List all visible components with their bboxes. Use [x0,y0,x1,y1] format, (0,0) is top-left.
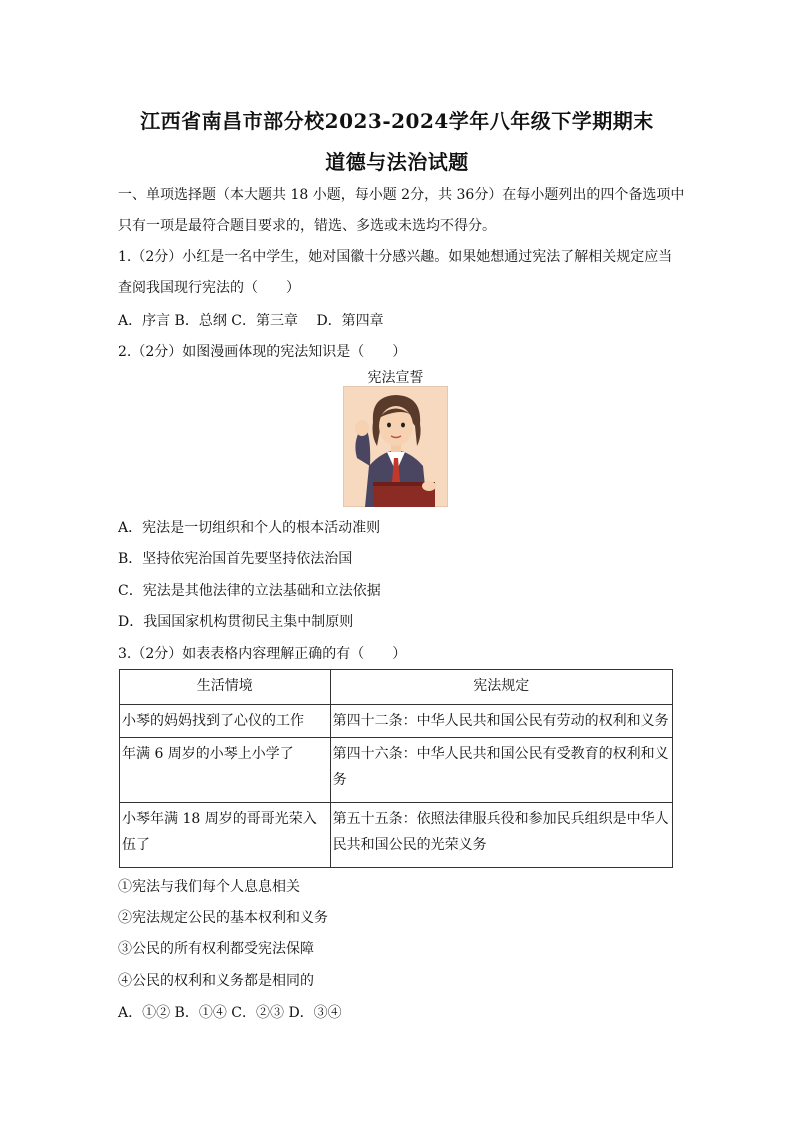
exam-title-line1: 江西省南昌市部分校2023-2024学年八年级下学期期末 [140,109,654,133]
table-header-cell: 宪法规定 [330,670,672,705]
table-row [120,705,673,738]
q3-stem: 3.（2分）如表表格内容理解正确的有（ ） [118,646,407,662]
table-cell: 小琴年满 18 周岁的哥哥光荣入伍了 [120,803,331,868]
table-header-cell: 生活情境 [120,670,331,705]
table-row [120,803,673,868]
table-cell: 第五十五条：依照法律服兵役和参加民兵组织是中华人民共和国公民的光荣义务 [330,803,672,868]
table-cell: 小琴的妈妈找到了心仪的工作 [120,705,331,738]
q2-option-c: C．宪法是其他法律的立法基础和立法依据 [118,583,381,599]
q3-table [119,669,673,868]
q2-image-caption: 宪法宣誓 [367,370,424,386]
q3-item-2: ②宪法规定公民的基本权利和义务 [118,910,328,926]
q3-item-3: ③公民的所有权利都受宪法保障 [118,941,314,957]
q3-options: A．①② B．①④ C．②③ D．③④ [118,1005,342,1021]
table-row [120,738,673,803]
table-header-row [120,670,673,705]
section1-intro-line2: 只有一项是最符合题目要求的，错选、多选或未选均不得分。 [118,218,496,234]
q2-option-a: A．宪法是一切组织和个人的根本活动准则 [118,520,381,536]
oath-cartoon-image [343,386,448,507]
q1-stem-line2: 查阅我国现行宪法的（ ） [118,280,300,296]
q3-item-1: ①宪法与我们每个人息息相关 [118,879,300,895]
q1-stem-line1: 1.（2分）小红是一名中学生，她对国徽十分感兴趣。如果她想通过宪法了解相关规定应当 [118,249,673,265]
table-cell: 第四十六条：中华人民共和国公民有受教育的权利和义务 [330,738,672,803]
q2-stem: 2.（2分）如图漫画体现的宪法知识是（ ） [118,344,407,360]
section1-intro-line1: 一、单项选择题（本大题共 18 小题，每小题 2分，共 36分）在每小题列出的四个备选项中 [118,187,685,203]
q2-option-b: B．坚持依宪治国首先要坚持依法治国 [118,551,353,567]
table-cell: 年满 6 周岁的小琴上小学了 [120,738,331,803]
exam-title-line2: 道德与法治试题 [325,150,469,174]
q3-item-4: ④公民的权利和义务都是相同的 [118,973,314,989]
q1-options: A．序言 B．总纲 C．第三章 D．第四章 [118,313,384,329]
table-cell: 第四十二条：中华人民共和国公民有劳动的权利和义务 [330,705,672,738]
q2-option-d: D．我国国家机构贯彻民主集中制原则 [118,614,354,630]
